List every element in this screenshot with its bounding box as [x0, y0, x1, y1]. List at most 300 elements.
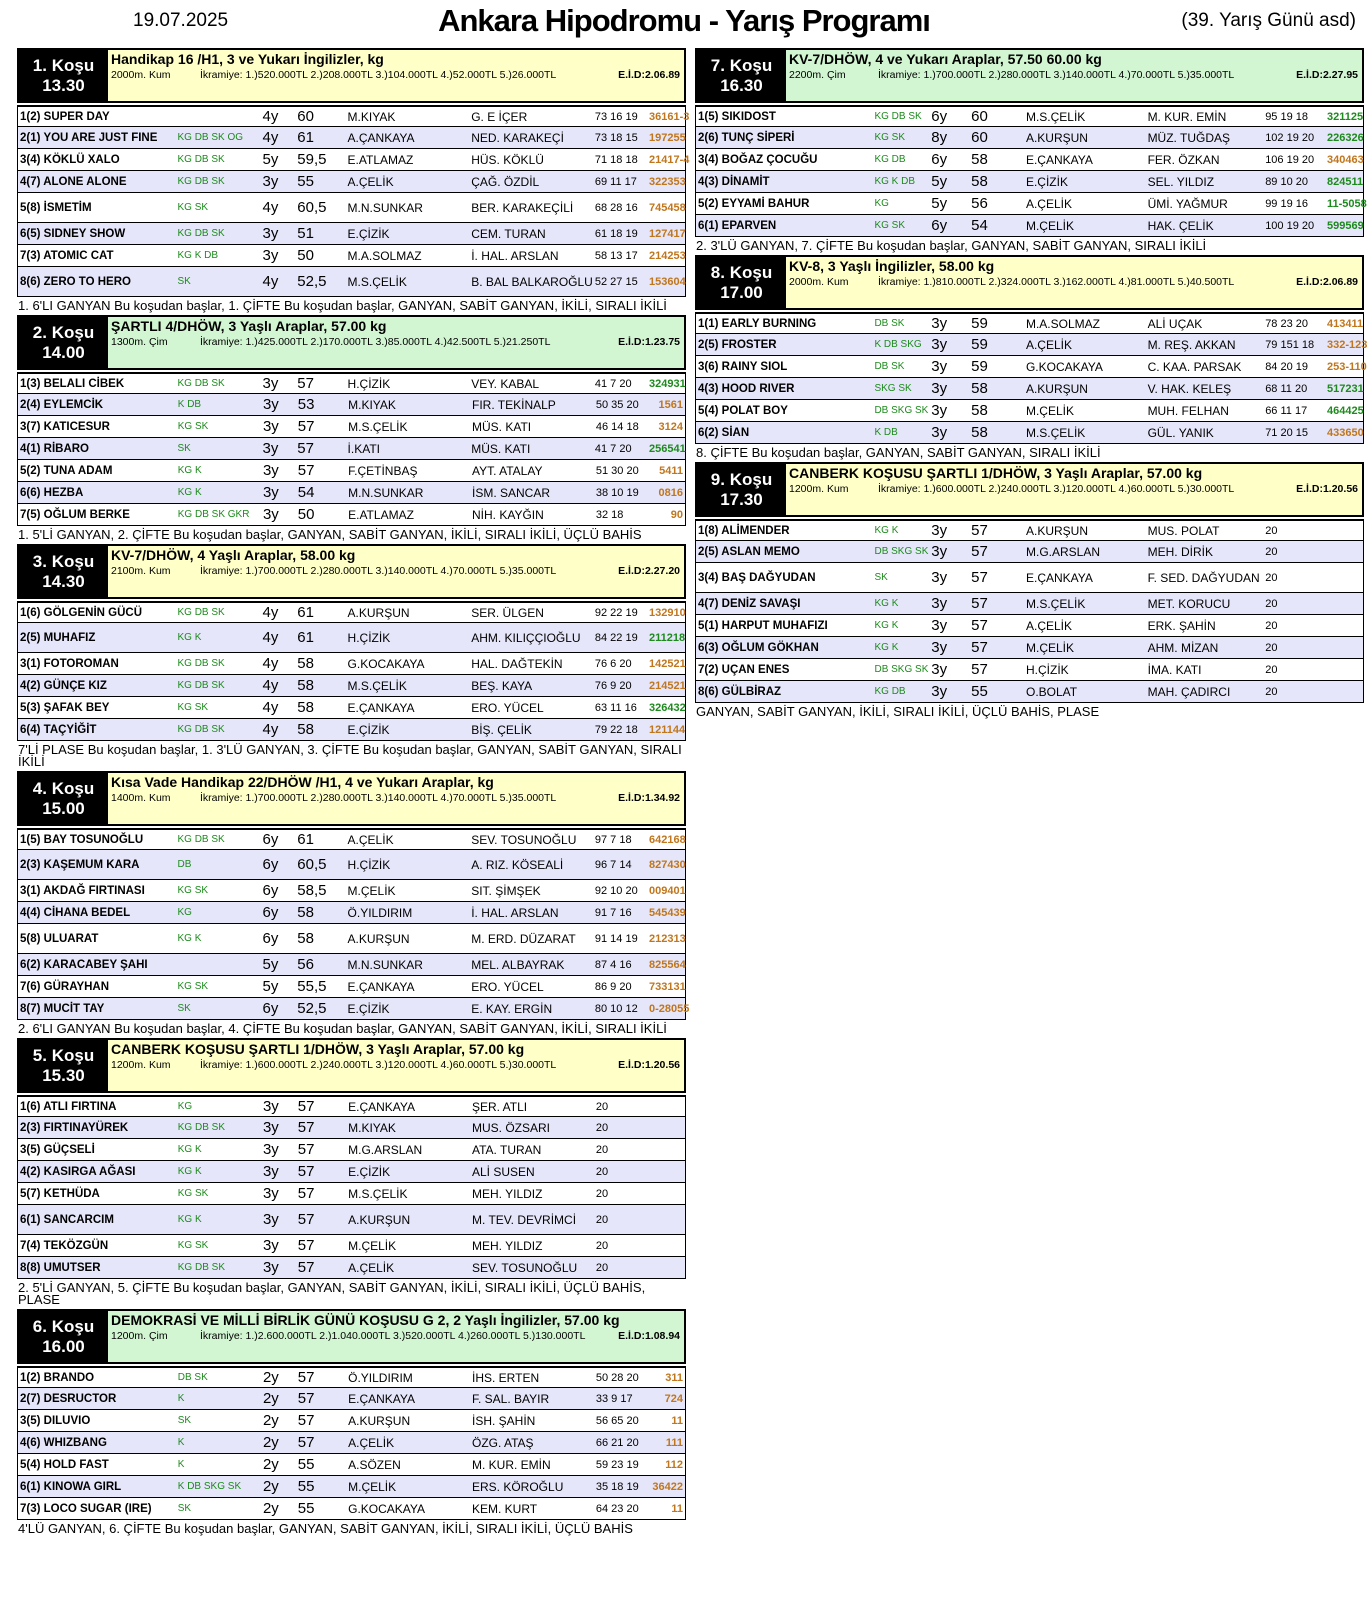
horse-name[interactable]: 7(3) LOCO SUGAR (IRE)	[20, 1502, 152, 1515]
jockey-name: A.SÖZEN	[348, 1457, 401, 1472]
horse-age: 2y	[262, 1434, 279, 1451]
horse-name[interactable]: 1(2) BRANDO	[20, 1371, 95, 1384]
recent-form: 326432	[649, 701, 686, 714]
horse-age: 3y	[262, 225, 279, 242]
jockey-name: Ö.YILDIRIM	[348, 1370, 413, 1385]
jockey-name: A.ÇELİK	[348, 1260, 395, 1275]
equipment: KG SK	[874, 132, 906, 143]
horse-row[interactable]	[17, 850, 686, 880]
horse-stats: 68 28 16	[594, 201, 638, 214]
horse-row[interactable]	[17, 1205, 686, 1235]
equipment: K	[177, 1459, 185, 1470]
recent-form: 724	[664, 1392, 683, 1405]
horse-weight: 57	[297, 1390, 315, 1407]
horse-name[interactable]: 7(2) UÇAN ENES	[698, 663, 790, 676]
race-number-badge	[697, 50, 786, 101]
horse-age: 3y	[262, 1163, 279, 1180]
owner-name: V. HAK. KELEŞ	[1147, 381, 1232, 396]
equipment: KG	[874, 198, 889, 209]
horse-stats: 63 11 16	[594, 701, 637, 714]
race-info	[108, 546, 684, 597]
horse-name[interactable]: 6(4) TAÇYİĞİT	[20, 723, 97, 736]
recent-form: 111	[665, 1436, 683, 1449]
horse-row[interactable]	[17, 127, 686, 149]
horse-name[interactable]: 7(4) TEKÖZGÜN	[20, 1239, 109, 1252]
owner-name: ERO. YÜCEL	[471, 700, 544, 715]
horse-name[interactable]: 8(8) UMUTSER	[20, 1261, 101, 1274]
recent-form: 11	[671, 1502, 683, 1515]
horse-row[interactable]	[17, 482, 686, 504]
horse-row[interactable]	[17, 954, 686, 976]
horse-name[interactable]: 6(2) SİAN	[698, 426, 750, 439]
recent-form: 009401	[649, 884, 686, 897]
race-title: KV-7/DHÖW, 4 ve Yukarı Araplar, 57.50 60.00 kg	[789, 51, 1102, 67]
horse-name[interactable]: 1(6) ATLI FIRTINA	[20, 1100, 117, 1113]
horse-age: 4y	[262, 655, 279, 672]
horse-name[interactable]: 4(7) ALONE ALONE	[20, 175, 127, 188]
jockey-name: E.ÇİZİK	[347, 722, 390, 737]
horse-weight: 50	[297, 247, 314, 264]
equipment: KG K	[177, 632, 202, 643]
horse-name[interactable]: 2(3) FIRTINAYÜREK	[20, 1121, 129, 1134]
horse-name[interactable]: 5(4) HOLD FAST	[20, 1458, 109, 1471]
horse-name[interactable]: 6(1) EPARVEN	[698, 219, 777, 232]
equipment: SK	[177, 1003, 191, 1014]
horse-stats: 20	[1265, 619, 1278, 632]
horse-stats: 79 22 18	[594, 723, 638, 736]
horse-name[interactable]: 3(5) GÜÇSELİ	[20, 1143, 95, 1156]
horse-weight: 57	[297, 418, 315, 435]
equipment: KG K	[177, 933, 202, 944]
horse-name[interactable]: 6(1) KINOWA GIRL	[20, 1480, 122, 1493]
race-bet-note: 2. 6'LI GANYAN Bu koşudan başlar, 4. ÇİFTE Bu koşudan başlar, GANYAN, SABİT GANYAN, İKİLİ, SIRALI İKİLİ	[18, 1021, 667, 1036]
horse-age: 3y	[262, 440, 279, 457]
horse-weight: 57	[297, 1163, 315, 1180]
equipment: K DB SKG	[874, 339, 922, 350]
horse-name[interactable]: 1(8) ALİMENDER	[698, 524, 790, 537]
horse-name[interactable]: 2(3) KAŞEMUM KARA	[20, 858, 140, 871]
horse-row[interactable]	[17, 105, 690, 127]
horse-age: 3y	[262, 506, 279, 523]
horse-row[interactable]	[17, 245, 686, 267]
horse-name[interactable]: 4(6) WHIZBANG	[20, 1436, 107, 1449]
horse-weight: 59	[971, 336, 988, 353]
race-header	[17, 315, 686, 370]
jockey-name: H.ÇİZİK	[1026, 662, 1069, 677]
recent-form: 0816	[658, 486, 683, 499]
jockey-name: A.ÇELİK	[1026, 618, 1073, 633]
horse-name[interactable]: 3(4) BAŞ DAĞYUDAN	[698, 571, 816, 584]
race-prize: İkramiye: 1.)700.000TL 2.)280.000TL 3.)140.000TL 4.)70.000TL 5.)35.000TL	[878, 69, 1235, 81]
horse-row[interactable]	[17, 149, 690, 171]
horse-stats: 46 14 18	[595, 420, 639, 433]
race-info	[108, 773, 684, 824]
horse-name[interactable]: 7(6) GÜRAYHAN	[20, 980, 110, 993]
owner-name: SEL. YILDIZ	[1147, 174, 1215, 189]
race-number-badge	[19, 773, 108, 824]
horse-row[interactable]	[17, 394, 686, 416]
owner-name: BİŞ. ÇELİK	[471, 722, 532, 737]
horse-row[interactable]	[17, 902, 686, 924]
horse-weight: 57	[971, 639, 988, 656]
horse-row[interactable]	[17, 372, 686, 394]
horse-name[interactable]: 3(5) DILUVIO	[20, 1414, 91, 1427]
horse-row[interactable]	[695, 356, 1367, 378]
race-bet-note: 1. 5'Lİ GANYAN, 2. ÇİFTE Bu koşudan başlar, GANYAN, SABİT GANYAN, İKİLİ, SIRALI İKİLİ, ÜÇLÜ BAHİS	[18, 527, 642, 542]
horse-name[interactable]: 3(1) FOTOROMAN	[20, 657, 119, 670]
horse-name[interactable]: 2(1) YOU ARE JUST FINE	[20, 131, 158, 144]
race-distance: 2000m. Kum	[111, 69, 171, 81]
horse-name[interactable]: 5(3) ŞAFAK BEY	[20, 701, 110, 714]
jockey-name: M.S.ÇELİK	[347, 274, 407, 289]
horse-row[interactable]	[17, 998, 690, 1020]
horse-row[interactable]	[17, 697, 686, 719]
horse-name[interactable]: 6(6) HEZBA	[20, 486, 84, 499]
race-title: KV-8, 3 Yaşlı İngilizler, 58.00 kg	[789, 258, 995, 274]
horse-name[interactable]: 3(4) BOĞAZ ÇOCUĞU	[698, 153, 818, 166]
horse-stats: 84 20 19	[1265, 360, 1309, 373]
horse-weight: 55	[297, 1500, 315, 1517]
horse-stats: 66 11 17	[1265, 404, 1308, 417]
horse-name[interactable]: 8(6) GÜLBİRAZ	[698, 685, 782, 698]
horse-stats: 106 19 20	[1265, 153, 1315, 166]
horse-row[interactable]	[17, 1432, 686, 1454]
equipment: KG DB SK	[177, 228, 225, 239]
horse-stats: 92 22 19	[594, 606, 638, 619]
horse-weight: 58	[297, 904, 314, 921]
horse-row[interactable]	[17, 675, 686, 697]
horse-row[interactable]	[695, 615, 1364, 637]
horse-name[interactable]: 3(1) AKDAĞ FIRTINASI	[20, 884, 145, 897]
horse-row[interactable]	[17, 828, 686, 850]
horse-row[interactable]	[17, 460, 686, 482]
horse-row[interactable]	[17, 1476, 686, 1498]
horse-row[interactable]	[17, 1257, 686, 1279]
jockey-name: M.KIYAK	[348, 397, 396, 412]
horse-row[interactable]	[17, 193, 686, 223]
owner-name: MEH. DİRİK	[1147, 544, 1213, 559]
horse-row[interactable]	[17, 623, 686, 653]
horse-name[interactable]: 3(4) KÖKLÜ XALO	[20, 153, 120, 166]
jockey-name: H.ÇİZİK	[347, 630, 391, 645]
horse-weight: 57	[297, 1141, 315, 1158]
horse-row[interactable]	[17, 1117, 686, 1139]
recent-form: 226326	[1326, 131, 1364, 144]
horse-weight: 53	[297, 396, 315, 413]
jockey-name: A.ÇELİK	[1025, 337, 1072, 352]
horse-weight: 57	[297, 1098, 315, 1115]
horse-stats: 50 35 20	[595, 398, 639, 411]
race-header	[17, 544, 686, 599]
jockey-name: A.ÇELİK	[347, 832, 394, 847]
left-column	[17, 48, 690, 1538]
race-block	[17, 315, 686, 544]
page-header	[0, 0, 1368, 44]
race-number: 6. Koşu	[32, 1317, 95, 1336]
horse-row[interactable]	[17, 438, 686, 460]
owner-name: C. KAA. PARSAK	[1147, 359, 1242, 374]
horse-row[interactable]	[695, 378, 1364, 400]
horse-weight: 54	[971, 217, 988, 234]
horse-name[interactable]: 4(3) DİNAMİT	[698, 175, 770, 188]
horse-stats: 51 30 20	[595, 464, 639, 477]
horse-name[interactable]: 2(5) ASLAN MEMO	[698, 545, 800, 558]
horse-row[interactable]	[17, 1235, 686, 1257]
horse-name[interactable]: 3(6) RAINY SIOL	[698, 360, 788, 373]
horse-stats: 20	[1265, 663, 1278, 676]
recent-form: 36422	[652, 1480, 683, 1493]
horse-weight: 50	[297, 506, 315, 523]
horse-row[interactable]	[17, 653, 686, 675]
horse-row[interactable]	[695, 312, 1364, 334]
jockey-name: M.ÇELİK	[1025, 403, 1074, 418]
race-block	[695, 255, 1368, 462]
horse-name[interactable]: 2(5) MUHAFIZ	[20, 631, 96, 644]
horse-weight: 61	[297, 831, 314, 848]
horse-row[interactable]	[17, 223, 686, 245]
horse-row[interactable]	[17, 1454, 686, 1476]
program-date: 19.07.2025	[133, 10, 229, 31]
race-number: 3. Koşu	[32, 552, 95, 571]
jockey-name: E.ÇANKAYA	[348, 1391, 416, 1406]
horse-name[interactable]: 6(3) OĞLUM GÖKHAN	[698, 641, 819, 654]
owner-name: İMA. KATI	[1147, 662, 1202, 677]
race-prize: İkramiye: 1.)2.600.000TL 2.)1.040.000TL 3.)520.000TL 4.)260.000TL 5.)130.000TL	[200, 1330, 586, 1342]
horse-name[interactable]: 5(1) HARPUT MUHAFIZI	[698, 619, 828, 632]
jockey-name: G.KOCAKAYA	[347, 656, 425, 671]
equipment: KG	[177, 907, 192, 918]
jockey-name: A.KURŞUN	[348, 1212, 411, 1227]
horse-row[interactable]	[17, 416, 686, 438]
jockey-name: A.KURŞUN	[348, 1413, 411, 1428]
horse-name[interactable]: 5(2) EYYAMİ BAHUR	[698, 197, 810, 210]
horse-name[interactable]: 1(5) SIKIDOST	[698, 110, 776, 123]
horse-row[interactable]	[17, 601, 686, 623]
equipment: SK	[177, 1503, 192, 1514]
horse-row[interactable]	[17, 504, 686, 526]
owner-name: NED. KARAKEÇİ	[471, 130, 564, 145]
horse-age: 6y	[931, 151, 948, 168]
horse-row[interactable]	[17, 880, 686, 902]
horse-stats: 20	[595, 1261, 609, 1274]
horse-name[interactable]: 2(5) FROSTER	[698, 338, 777, 351]
race-number-badge	[697, 257, 786, 308]
owner-name: ATA. TURAN	[472, 1142, 542, 1157]
horse-age: 6y	[262, 930, 279, 947]
equipment: KG SK	[177, 1240, 209, 1251]
horse-name[interactable]: 4(4) CİHANA BEDEL	[20, 906, 131, 919]
horse-row[interactable]	[695, 171, 1364, 193]
jockey-name: A.KURŞUN	[1026, 523, 1089, 538]
recent-form: 1561	[658, 398, 683, 411]
jockey-name: E.ÇANKAYA	[347, 700, 415, 715]
horse-name[interactable]: 3(7) KATICESUR	[20, 420, 110, 433]
horse-row[interactable]	[695, 215, 1364, 237]
horse-name[interactable]: 8(6) ZERO TO HERO	[20, 275, 131, 288]
equipment: SK	[177, 443, 191, 454]
race-distance: 1200m. Kum	[111, 1059, 171, 1071]
horse-weight: 52,5	[297, 273, 327, 290]
jockey-name: E.ÇİZİK	[347, 1001, 390, 1016]
horse-weight: 55	[297, 173, 314, 190]
race-header	[17, 771, 686, 826]
horse-row[interactable]	[695, 681, 1364, 703]
recent-form: 433650	[1326, 426, 1364, 439]
horse-name[interactable]: 8(7) MUCİT TAY	[20, 1002, 105, 1015]
horse-age: 6y	[931, 108, 948, 125]
horse-row[interactable]	[17, 719, 686, 741]
race-record: E.İ.D:2.06.89	[618, 69, 680, 81]
jockey-name: E.ÇANKAYA	[1025, 152, 1093, 167]
horse-row[interactable]	[695, 334, 1368, 356]
horse-name[interactable]: 4(7) DENİZ SAVAŞI	[698, 597, 801, 610]
horse-name[interactable]: 2(7) DESRUCTOR	[20, 1392, 117, 1405]
horse-age: 2y	[262, 1412, 279, 1429]
jockey-name: M.G.ARSLAN	[1026, 544, 1101, 559]
race-record: E.İ.D:1.20.56	[618, 1059, 680, 1071]
jockey-name: M.KIYAK	[347, 109, 396, 124]
horse-name[interactable]: 6(1) SANCARCIM	[20, 1213, 114, 1226]
race-title: ŞARTLI 4/DHÖW, 3 Yaşlı Araplar, 57.00 kg	[111, 318, 387, 334]
owner-name: İSH. ŞAHİN	[472, 1413, 536, 1428]
equipment: DB SKG SK	[874, 664, 929, 675]
equipment: KG DB SK	[177, 1262, 226, 1273]
horse-name[interactable]: 7(5) OĞLUM BERKE	[20, 508, 130, 521]
horse-weight: 58	[297, 930, 314, 947]
horse-row[interactable]	[17, 1095, 686, 1117]
horse-row[interactable]	[695, 659, 1364, 681]
horse-row[interactable]	[17, 1366, 686, 1388]
horse-name[interactable]: 5(8) İSMETİM	[20, 201, 92, 214]
horse-weight: 60,5	[297, 199, 327, 216]
recent-form: 90	[670, 508, 683, 521]
horse-age: 5y	[931, 173, 948, 190]
horse-row[interactable]	[695, 637, 1364, 659]
recent-form: 211218	[649, 631, 686, 644]
race-number: 7. Koşu	[710, 56, 773, 75]
race-number-badge	[19, 317, 108, 368]
horse-stats: 35 18 19	[595, 1480, 639, 1493]
horse-row[interactable]	[17, 1410, 686, 1432]
horse-stats: 59 23 19	[595, 1458, 639, 1471]
horse-name[interactable]: 1(1) EARLY BURNING	[698, 317, 817, 330]
horse-stats: 80 10 12	[594, 1002, 638, 1015]
recent-form: 413411	[1326, 317, 1364, 330]
jockey-name: F.ÇETİNBAŞ	[348, 463, 418, 478]
horse-weight: 55	[971, 683, 988, 700]
horse-stats: 38 10 19	[595, 486, 639, 499]
race-bet-note: 2. 5'Lİ GANYAN, 5. ÇİFTE Bu koşudan başlar, GANYAN, SABİT GANYAN, İKİLİ, SIRALI İKİLİ, ÜÇLÜ BAHİS, PLASE	[18, 1280, 646, 1307]
recent-form: 11-5058	[1326, 197, 1367, 210]
race-bet-note: 8. ÇİFTE Bu koşudan başlar, GANYAN, SABİT GANYAN, SIRALI İKİLİ	[696, 445, 1101, 460]
horse-row[interactable]	[17, 1161, 686, 1183]
jockey-name: E.ÇİZİK	[348, 1164, 391, 1179]
horse-name[interactable]: 4(1) RİBARO	[20, 442, 90, 455]
horse-row[interactable]	[695, 400, 1364, 422]
horse-name[interactable]: 1(2) SUPER DAY	[20, 110, 110, 123]
horse-row[interactable]	[17, 1498, 686, 1520]
horse-name[interactable]: 2(6) TUNÇ SİPERİ	[698, 131, 795, 144]
horse-age: 5y	[931, 195, 948, 212]
jockey-name: M.ÇELİK	[348, 1238, 397, 1253]
horse-name[interactable]: 5(8) ULUARAT	[20, 932, 99, 945]
horse-row[interactable]	[695, 422, 1364, 444]
recent-form: 21417-4	[649, 153, 690, 166]
horse-row[interactable]	[695, 149, 1364, 171]
horse-weight: 58	[971, 173, 988, 190]
horse-row[interactable]	[17, 267, 686, 297]
horse-age: 3y	[262, 1237, 279, 1254]
horse-row[interactable]	[17, 924, 686, 954]
recent-form: 153604	[649, 275, 686, 288]
race-record: E.İ.D:1.23.75	[618, 336, 680, 348]
owner-name: ÇAĞ. ÖZDİL	[471, 174, 540, 189]
owner-name: İ. HAL. ARSLAN	[471, 248, 559, 263]
horse-age: 6y	[262, 831, 279, 848]
horse-name[interactable]: 2(4) EYLEMCİK	[20, 398, 104, 411]
horse-name[interactable]: 5(4) POLAT BOY	[698, 404, 788, 417]
equipment: KG DB SK	[177, 680, 225, 691]
equipment: SK	[177, 1415, 192, 1426]
horse-row[interactable]	[695, 193, 1367, 215]
equipment: KG K	[874, 620, 899, 631]
owner-name: MÜZ. TUĞDAŞ	[1147, 130, 1231, 145]
horse-name[interactable]: 6(2) KARACABEY ŞAHI	[20, 958, 148, 971]
horse-row[interactable]	[17, 1139, 686, 1161]
jockey-name: M.S.ÇELİK	[348, 1186, 408, 1201]
horse-row[interactable]	[17, 1388, 686, 1410]
horse-row[interactable]	[695, 105, 1364, 127]
horse-age: 5y	[262, 956, 279, 973]
horse-name[interactable]: 4(3) HOOD RIVER	[698, 382, 795, 395]
equipment: KG K	[177, 1166, 202, 1177]
horse-row[interactable]	[17, 976, 686, 998]
race-bet-note: 1. 6'LI GANYAN Bu koşudan başlar, 1. ÇİFTE Bu koşudan başlar, GANYAN, SABİT GANYAN, İKİLİ, SIRALI İKİLİ	[18, 298, 667, 313]
horse-weight: 58	[971, 402, 988, 419]
jockey-name: M.S.ÇELİK	[1025, 425, 1086, 440]
horse-name[interactable]: 5(7) KETHÜDA	[20, 1187, 100, 1200]
horse-age: 4y	[262, 199, 279, 216]
owner-name: AHM. MİZAN	[1147, 640, 1219, 655]
race-record: E.İ.D:1.34.92	[618, 792, 680, 804]
horse-row[interactable]	[17, 1183, 686, 1205]
horse-table	[17, 601, 686, 741]
race-record: E.İ.D:2.06.89	[1296, 276, 1358, 288]
horse-row[interactable]	[695, 563, 1364, 593]
horse-name[interactable]: 4(2) KASIRGA AĞASI	[20, 1165, 136, 1178]
race-number: 2. Koşu	[32, 323, 95, 342]
horse-name[interactable]: 1(5) BAY TOSUNOĞLU	[20, 833, 144, 846]
horse-row[interactable]	[695, 541, 1364, 563]
horse-row[interactable]	[695, 127, 1364, 149]
horse-name[interactable]: 6(5) SIDNEY SHOW	[20, 227, 126, 240]
horse-name[interactable]: 5(2) TUNA ADAM	[20, 464, 113, 477]
horse-name[interactable]: 1(6) GÖLGENİN GÜCÜ	[20, 606, 143, 619]
horse-stats: 79 151 18	[1265, 338, 1315, 351]
horse-name[interactable]: 4(2) GÜNÇE KIZ	[20, 679, 107, 692]
jockey-name: A.ÇANKAYA	[347, 130, 415, 145]
owner-name: MUS. POLAT	[1147, 523, 1220, 538]
horse-row[interactable]	[695, 519, 1364, 541]
horse-row[interactable]	[695, 593, 1364, 615]
race-number: 1. Koşu	[32, 56, 95, 75]
horse-weight: 57	[971, 569, 988, 586]
horse-age: 6y	[262, 1000, 279, 1017]
horse-name[interactable]: 1(3) BELALI CİBEK	[20, 377, 125, 390]
horse-name[interactable]: 7(3) ATOMIC CAT	[20, 249, 114, 262]
horse-row[interactable]	[17, 171, 686, 193]
equipment: KG K	[177, 465, 202, 476]
